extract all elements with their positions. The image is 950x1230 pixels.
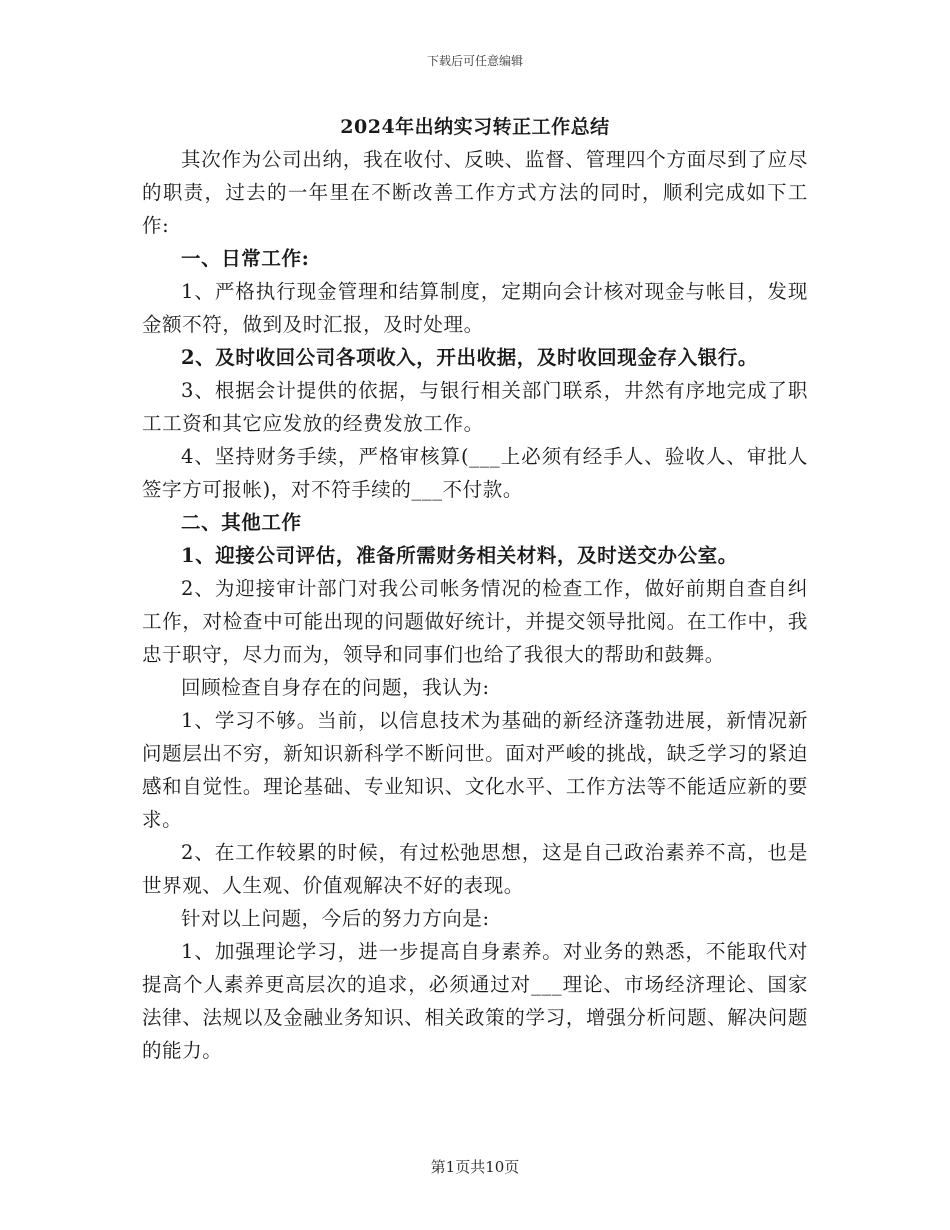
section-heading-daily-work: 一、日常工作: <box>181 247 310 270</box>
paragraph-daily-item-4: 4、坚持财务手续，严格审核算(___上必须有经手人、验收人、审批人签字方可报帐)，对不符手续的___不付款。 <box>142 445 808 501</box>
document-body <box>142 143 808 1067</box>
paragraph-review-intro: 回顾检查自身存在的问题，我认为: <box>181 676 490 699</box>
paragraph-problem-1: 1、学习不够。当前，以信息技术为基础的新经济蓬勃进展，新情况新问题层出不穷，新知识新科学不断问世。面对严峻的挑战，缺乏学习的紧迫感和自觉性。理论基础、专业知识、文化水平、工作方法等不能适应新的要求。 <box>142 709 808 831</box>
page-number: 第1页共10页 <box>430 1158 520 1176</box>
section-heading-other-work: 二、其他工作 <box>181 511 302 534</box>
paragraph-problem-2: 2、在工作较累的时候，有过松弛思想，这是自己政治素养不高，也是世界观、人生观、价值观解决不好的表现。 <box>142 841 808 897</box>
paragraph-direction-1: 1、加强理论学习，进一步提高自身素养。对业务的熟悉，不能取代对提高个人素养更高层次的追求，必须通过对___理论、市场经济理论、国家法律、法规以及金融业务知识、相关政策的学习，增强分析问题、解决问题的能力。 <box>142 940 808 1062</box>
paragraph-intro: 其次作为公司出纳，我在收付、反映、监督、管理四个方面尽到了应尽的职责，过去的一年里在不断改善工作方式方法的同时，顺利完成如下工作: <box>142 148 808 237</box>
paragraph-daily-item-2: 2、及时收回公司各项收入，开出收据，及时收回现金存入银行。 <box>181 346 758 369</box>
paragraph-other-item-2: 2、为迎接审计部门对我公司帐务情况的检查工作，做好前期自查自纠工作，对检查中可能出现的问题做好统计，并提交领导批阅。在工作中，我忠于职守，尽力而为，领导和同事们也给了我很大的帮助和鼓舞。 <box>142 577 808 666</box>
paragraph-direction-intro: 针对以上问题，今后的努力方向是: <box>181 907 490 930</box>
page-header: 下载后可任意编辑 <box>426 54 523 68</box>
paragraph-daily-item-3: 3、根据会计提供的依据，与银行相关部门联系，井然有序地完成了职工工资和其它应发放的经费发放工作。 <box>142 379 808 435</box>
paragraph-other-item-1: 1、迎接公司评估，准备所需财务相关材料，及时送交办公室。 <box>181 544 738 567</box>
document-title: 2024年出纳实习转正工作总结 <box>340 116 610 138</box>
paragraph-daily-item-1: 1、严格执行现金管理和结算制度，定期向会计核对现金与帐目，发现金额不符，做到及时汇报，及时处理。 <box>142 280 808 336</box>
